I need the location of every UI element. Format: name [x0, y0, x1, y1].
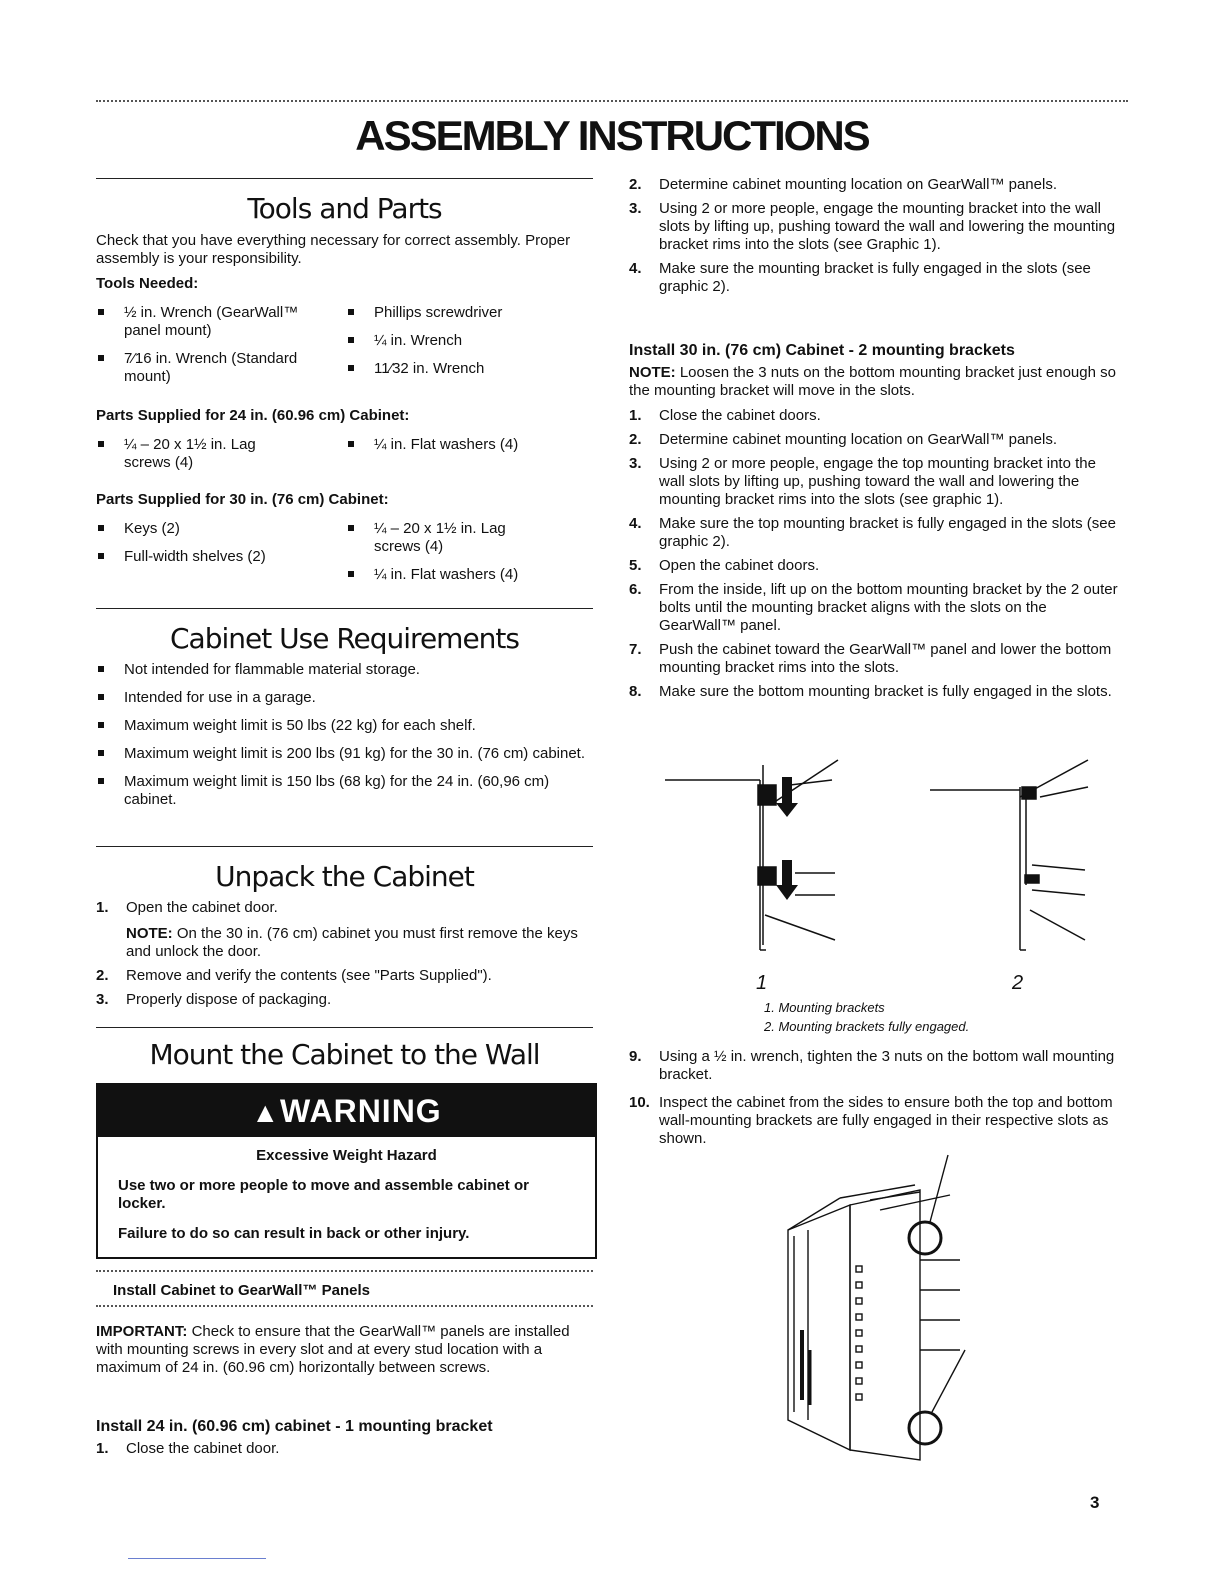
- final-steps: [629, 1048, 1129, 1154]
- list-item: 2. Determine cabinet mounting location on GearWall™ panels.: [629, 431, 1057, 448]
- list-item: Maximum weight limit is 200 lbs (91 kg) for the 30 in. (76 cm) cabinet.: [96, 745, 593, 763]
- list-item: 3. Properly dispose of packaging.: [96, 991, 332, 1008]
- list-item: 4. Make sure the top mounting bracket is fully engaged in the slots (see graphic 2).: [629, 515, 1116, 550]
- list-item: ¼ – 20 x 1½ in. Lag screws (4): [96, 436, 296, 472]
- figure-caption-2: 2. Mounting brackets fully engaged.: [764, 1019, 970, 1034]
- page-title: ASSEMBLY INSTRUCTIONS: [355, 112, 869, 159]
- figure-2-number: 2: [1012, 972, 1024, 994]
- unpack-heading: Unpack the Cabinet: [215, 860, 474, 893]
- parts30-list-left: [96, 520, 331, 576]
- dotted-rule: [96, 1305, 593, 1307]
- important-note: IMPORTANT: Check to ensure that the GearWall™ panels are installed with mounting screws in every slot and at every stud location with a maximum of 24 in. (60.96 cm) horizontally between screws.: [96, 1323, 570, 1376]
- tools-needed-label: Tools Needed:: [96, 275, 199, 292]
- list-item: Keys (2): [96, 520, 331, 538]
- gearwall-heading: Install Cabinet to GearWall™ Panels: [113, 1282, 371, 1299]
- list-item: 7. Push the cabinet toward the GearWall™ panel and lower the bottom mounting bracket rims into the slots.: [629, 641, 1112, 676]
- figure-1-number: 1: [756, 972, 768, 994]
- graphic-2-illustration: [930, 760, 1088, 950]
- top-rule: [96, 100, 1128, 102]
- list-item: 11⁄32 in. Wrench: [346, 360, 586, 378]
- list-item: 1. Open the cabinet door. NOTE: On the 30 in. (76 cm) cabinet you must first remove the keys and unlock the door.: [96, 899, 593, 961]
- list-item: Maximum weight limit is 50 lbs (22 kg) for each shelf.: [96, 717, 593, 735]
- use-requirements-heading: Cabinet Use Requirements: [170, 622, 519, 655]
- tools-list-left: [96, 304, 331, 396]
- list-item: ¼ – 20 x 1½ in. Lag screws (4): [346, 520, 546, 556]
- use-requirements-list: [96, 661, 593, 819]
- cabinet-illustration: [780, 1150, 980, 1470]
- install30-note: NOTE: Loosen the 3 nuts on the bottom mounting bracket just enough so the mounting bracket will move in the slots.: [629, 364, 1116, 399]
- list-item: Intended for use in a garage.: [96, 689, 593, 707]
- list-item: 2. Remove and verify the contents (see "Parts Supplied").: [96, 967, 492, 984]
- section-rule: [96, 608, 593, 609]
- list-item: ¼ in. Wrench: [346, 332, 586, 350]
- unpack-note: NOTE: On the 30 in. (76 cm) cabinet you must first remove the keys and unlock the door.: [126, 925, 578, 960]
- list-item: ¼ in. Flat washers (4): [346, 436, 586, 454]
- install30-steps: [629, 407, 1125, 707]
- list-item: 9. Using a ½ in. wrench, tighten the 3 nuts on the bottom wall mounting bracket.: [629, 1048, 1115, 1083]
- tools-parts-heading: Tools and Parts: [247, 192, 442, 225]
- parts24-label: Parts Supplied for 24 in. (60.96 cm) Cabinet:: [96, 407, 410, 424]
- footer-rule: [128, 1558, 266, 1559]
- list-item: Not intended for flammable material storage.: [96, 661, 593, 679]
- list-item: Phillips screwdriver: [346, 304, 586, 322]
- parts30-label: Parts Supplied for 30 in. (76 cm) Cabinet:: [96, 491, 389, 508]
- parts24-list-right: [346, 436, 586, 464]
- figure-caption-1: 1. Mounting brackets: [764, 1000, 885, 1015]
- page-number: 3: [1090, 1493, 1100, 1512]
- list-item: 10. Inspect the cabinet from the sides to ensure both the top and bottom wall-mounting brackets are fully engaged in their respective slots as shown.: [629, 1094, 1113, 1147]
- hazard-line-1: Use two or more people to move and assemble cabinet or locker.: [118, 1177, 529, 1212]
- list-item: ¼ in. Flat washers (4): [346, 566, 546, 584]
- list-item: 3. Using 2 or more people, engage the top mounting bracket into the wall slots by lifting up, pushing toward the wall and lowering the mounting bracket rims into the slots (see graphic 1).: [629, 455, 1096, 508]
- parts24-list-left: [96, 436, 296, 482]
- install24-steps: [96, 1440, 593, 1464]
- install30-heading: Install 30 in. (76 cm) Cabinet - 2 mounting brackets: [629, 342, 1015, 359]
- warning-triangle-icon: ▲: [251, 1097, 281, 1128]
- list-item: 4. Make sure the mounting bracket is fully engaged in the slots (see graphic 2).: [629, 260, 1091, 295]
- graphic-1-illustration: [665, 760, 838, 950]
- list-item: 8. Make sure the bottom mounting bracket is fully engaged in the slots.: [629, 683, 1112, 700]
- list-item: 1. Close the cabinet door.: [96, 1440, 280, 1457]
- section-rule: [96, 178, 593, 179]
- list-item: 6. From the inside, lift up on the bottom mounting bracket by the 2 outer bolts until the mounting bracket aligns with the slots on the GearWall™ panel.: [629, 581, 1118, 634]
- section-rule: [96, 1027, 593, 1028]
- tools-list-right: [346, 304, 586, 388]
- tools-intro: Check that you have everything necessary for correct assembly. Proper assembly is your responsibility.: [96, 232, 571, 267]
- warning-box: [96, 1083, 597, 1259]
- list-item: Maximum weight limit is 150 lbs (68 kg) for the 24 in. (60,96 cm) cabinet.: [96, 773, 593, 809]
- mount-heading: Mount the Cabinet to the Wall: [149, 1038, 540, 1071]
- parts30-list-right: [346, 520, 546, 594]
- list-item: ½ in. Wrench (GearWall™ panel mount): [96, 304, 331, 340]
- hazard-line-2: Failure to do so can result in back or other injury.: [118, 1225, 470, 1242]
- list-item: 2. Determine cabinet mounting location on GearWall™ panels.: [629, 176, 1057, 193]
- list-item: 7⁄16 in. Wrench (Standard mount): [96, 350, 331, 386]
- unpack-steps: [96, 899, 593, 1015]
- hazard-title: Excessive Weight Hazard: [256, 1147, 437, 1164]
- list-item: 5. Open the cabinet doors.: [629, 557, 820, 574]
- dotted-rule: [96, 1270, 593, 1272]
- bracket-diagram: [660, 755, 1100, 965]
- install24-heading: Install 24 in. (60.96 cm) cabinet - 1 mounting bracket: [96, 1418, 493, 1435]
- list-item: Full-width shelves (2): [96, 548, 331, 566]
- warning-bar: ▲WARNING: [98, 1085, 595, 1137]
- section-rule: [96, 846, 593, 847]
- install24-steps-continued: [629, 176, 1125, 302]
- list-item: 3. Using 2 or more people, engage the mounting bracket into the wall slots by lifting up, pushing toward the wall and lowering the mounting bracket rims into the slots (see Graphic 1).: [629, 200, 1116, 253]
- list-item: 1. Close the cabinet doors.: [629, 407, 821, 424]
